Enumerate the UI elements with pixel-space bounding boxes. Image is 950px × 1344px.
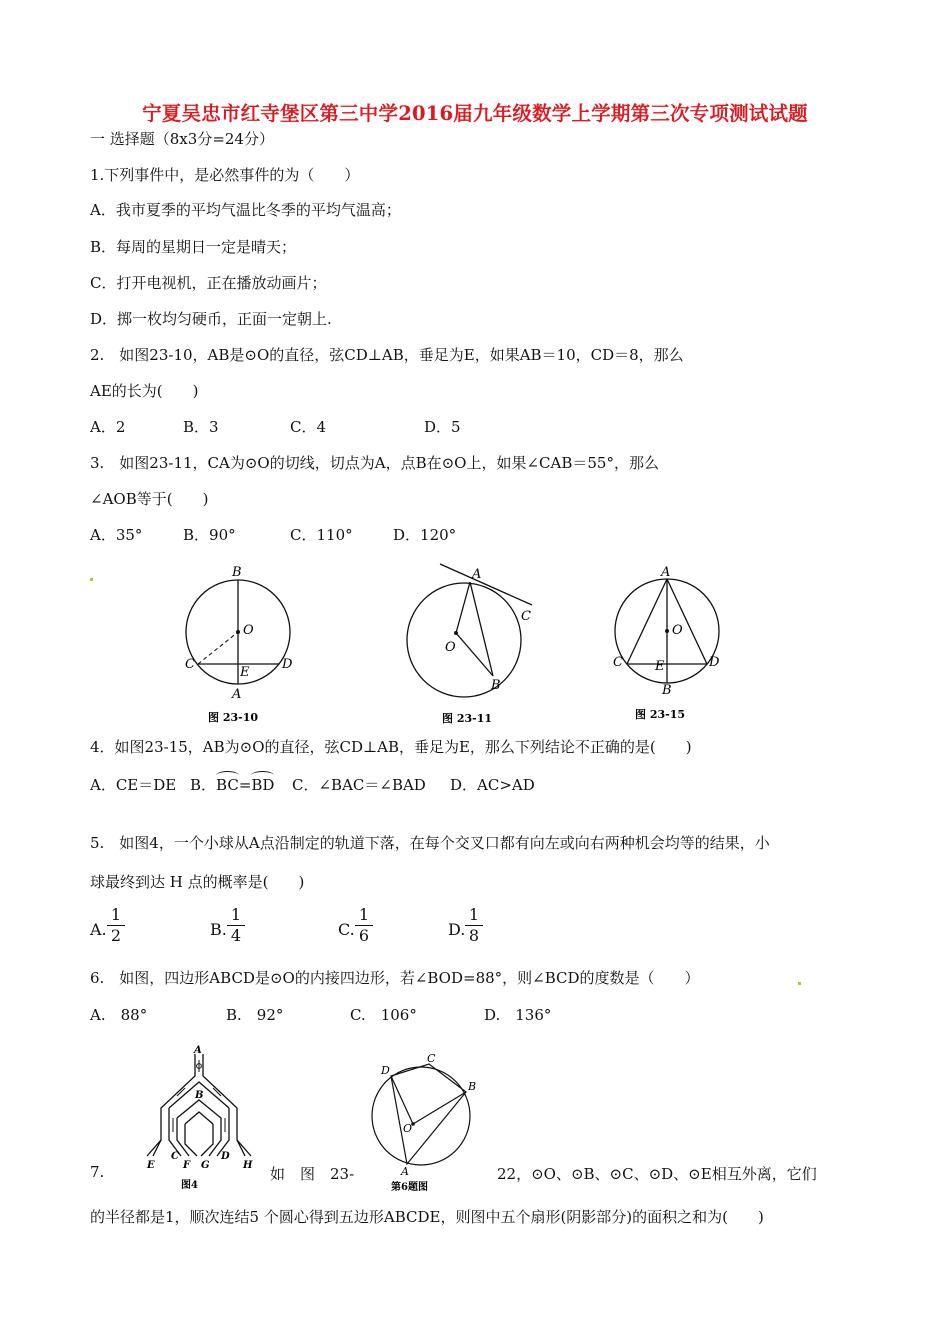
label-g: G bbox=[201, 1160, 210, 1171]
label-o: O bbox=[403, 1122, 413, 1135]
label-b: B bbox=[195, 1090, 204, 1101]
track-right-inner bbox=[217, 1108, 229, 1156]
radius-oa bbox=[456, 582, 470, 633]
label-o: O bbox=[243, 623, 254, 638]
label-o: O bbox=[672, 623, 683, 638]
fraction-one-sixth bbox=[355, 906, 373, 945]
label-a: A bbox=[661, 565, 671, 580]
caption-23-10: 图 23-10 bbox=[208, 711, 259, 724]
question-1-option-b: B．每周的星期日一定是晴天； bbox=[90, 238, 297, 256]
label-a: A bbox=[401, 1165, 409, 1178]
figure-23-10 bbox=[180, 560, 300, 725]
label-h: H bbox=[243, 1160, 253, 1171]
label-b: B bbox=[232, 565, 242, 580]
question-5-option-d-label: D. bbox=[448, 920, 466, 939]
label-d: D bbox=[282, 657, 293, 672]
question-4-option-d: D．AC>AD bbox=[450, 776, 535, 794]
label-e: E bbox=[240, 665, 250, 680]
question-7-stem-line2: 的半径都是1，顺次连结5 个圆心得到五边形ABCDE，则图中五个扇形(阴影部分)的面积之和为( ) bbox=[90, 1208, 764, 1226]
question-6-option-d: D. 136° bbox=[484, 1006, 552, 1024]
radius-ob bbox=[413, 1092, 466, 1124]
numerator: 1 bbox=[230, 905, 242, 924]
question-3-stem-line1: 3. 如图23-11，CA为⊙O的切线，切点为A，点B在⊙O上，如果∠CAB＝55°，那么 bbox=[90, 454, 659, 472]
label-b: B bbox=[662, 683, 672, 698]
label-b: B bbox=[491, 678, 501, 693]
track-left-inner bbox=[169, 1108, 181, 1156]
label-c: C bbox=[427, 1052, 436, 1065]
question-3-option-d: D．120° bbox=[393, 526, 457, 544]
label-d: D bbox=[709, 655, 720, 670]
label-f: F bbox=[183, 1160, 191, 1171]
label-b: B bbox=[468, 1080, 477, 1093]
section-heading: 一 选择题（8x3分=24分） bbox=[90, 130, 274, 148]
label-d: D bbox=[381, 1064, 390, 1077]
question-6-option-a: A. 88° bbox=[90, 1006, 148, 1024]
track-center-left bbox=[185, 1124, 197, 1156]
question-5-stem-line1: 5. 如图4，一个小球从A点沿制定的轨道下落，在每个交叉口都有向左或向右两种机会均等的结果，小 bbox=[90, 834, 770, 852]
fraction-one-eighth bbox=[465, 906, 483, 945]
question-4-option-a: A．CE＝DE bbox=[90, 776, 177, 794]
label-c: C bbox=[521, 609, 531, 624]
question-5-stem-line2: 球最终到达 H 点的概率是( ) bbox=[90, 873, 305, 891]
question-2-stem-line2: AE的长为( ) bbox=[90, 382, 199, 400]
label-e: E bbox=[655, 659, 665, 674]
question-7-stem-start: 如 图 23- bbox=[270, 1165, 355, 1183]
scan-speck bbox=[90, 578, 93, 581]
question-2-option-b: B．3 bbox=[183, 418, 219, 436]
center-point bbox=[665, 629, 669, 633]
question-4-option-b bbox=[190, 774, 274, 795]
label-c: C bbox=[185, 657, 195, 672]
label-e: E bbox=[147, 1160, 155, 1171]
question-3-option-c: C．110° bbox=[290, 526, 353, 544]
circle-o bbox=[407, 583, 521, 697]
question-5-option-c-label: C. bbox=[338, 920, 355, 939]
question-3-stem-line2: ∠AOB等于( ) bbox=[90, 490, 209, 508]
label-o: O bbox=[445, 640, 456, 655]
center-point bbox=[236, 630, 240, 634]
radius-oc-dashed bbox=[198, 632, 238, 664]
question-2-stem-line1: 2. 如图23-10，AB是⊙O的直径，弦CD⊥AB，垂足为E，如果AB＝10，CD＝8，那么 bbox=[90, 346, 684, 364]
question-6-stem: 6. 如图，四边形ABCD是⊙O的内接四边形，若∠BOD=88°，则∠BCD的度数是（ ） bbox=[90, 969, 700, 987]
figure-question-6 bbox=[365, 1052, 490, 1197]
numerator: 1 bbox=[110, 905, 122, 924]
question-2-option-c: C．4 bbox=[290, 418, 327, 436]
caption-figure-6: 第6题图 bbox=[391, 1182, 428, 1193]
label-c: C bbox=[613, 655, 623, 670]
question-1-option-d: D．掷一枚均匀硬币，正面一定朝上. bbox=[90, 310, 332, 328]
figure-4-ball-track bbox=[143, 1044, 255, 1196]
question-5-option-b-label: B. bbox=[210, 920, 227, 939]
numerator: 1 bbox=[468, 905, 480, 924]
denominator: 6 bbox=[358, 926, 370, 945]
question-6-option-b: B. 92° bbox=[226, 1006, 284, 1024]
caption-23-11: 图 23-11 bbox=[442, 712, 493, 725]
question-6-option-c: C. 106° bbox=[350, 1006, 417, 1024]
question-7-stem-continued: 22，⊙O、⊙B、⊙C、⊙D、⊙E相互外离，它们 bbox=[497, 1165, 817, 1183]
question-7-number: 7. bbox=[90, 1163, 105, 1181]
label-c: C bbox=[171, 1151, 179, 1162]
denominator: 2 bbox=[110, 926, 122, 945]
circle-o bbox=[372, 1067, 470, 1165]
question-4-option-c: C．∠BAC＝∠BAD bbox=[292, 776, 426, 794]
figure-23-15 bbox=[605, 560, 730, 725]
label-a: A bbox=[194, 1045, 202, 1056]
question-1-stem: 1.下列事件中，是必然事件的为（ ） bbox=[90, 166, 360, 184]
fraction-one-half bbox=[107, 906, 125, 945]
question-3-option-a: A．35° bbox=[90, 526, 143, 544]
label-a: A bbox=[472, 567, 482, 582]
caption-23-15: 图 23-15 bbox=[635, 708, 686, 721]
numerator: 1 bbox=[358, 905, 370, 924]
scan-speck bbox=[798, 982, 801, 985]
question-2-option-a: A．2 bbox=[90, 418, 126, 436]
denominator: 4 bbox=[230, 926, 242, 945]
caption-figure-4: 图4 bbox=[181, 1180, 198, 1191]
denominator: 8 bbox=[468, 926, 480, 945]
option-b-prefix: B． bbox=[190, 776, 217, 794]
question-2-option-d: D．5 bbox=[424, 418, 461, 436]
label-a: A bbox=[232, 687, 242, 702]
track-right-outer bbox=[203, 1054, 251, 1156]
fraction-one-quarter bbox=[227, 906, 245, 945]
question-1-option-c: C．打开电视机，正在播放动画片； bbox=[90, 274, 327, 292]
center-point bbox=[454, 631, 458, 635]
radius-od bbox=[391, 1076, 413, 1124]
question-5-option-a-label: A. bbox=[90, 920, 107, 939]
question-3-option-b: B．90° bbox=[183, 526, 236, 544]
question-4-stem: 4．如图23-15，AB为⊙O的直径，弦CD⊥AB，垂足为E，那么下列结论不正确的是( ) bbox=[90, 738, 692, 756]
equals-sign: = bbox=[238, 776, 252, 794]
figure-23-11 bbox=[400, 560, 545, 725]
document-title: 宁夏吴忠市红寺堡区第三中学2016届九年级数学上学期第三次专项测试试题 bbox=[142, 102, 808, 125]
question-1-option-a: A．我市夏季的平均气温比冬季的平均气温高； bbox=[90, 201, 401, 219]
label-d: D bbox=[221, 1151, 230, 1162]
track-left-outer bbox=[147, 1054, 195, 1156]
track-middle-top bbox=[185, 1112, 213, 1124]
arc-bd: BD bbox=[251, 776, 275, 794]
arc-bc: BC bbox=[216, 776, 239, 794]
track-center-right bbox=[201, 1124, 213, 1156]
track-middle-right bbox=[177, 1100, 221, 1156]
